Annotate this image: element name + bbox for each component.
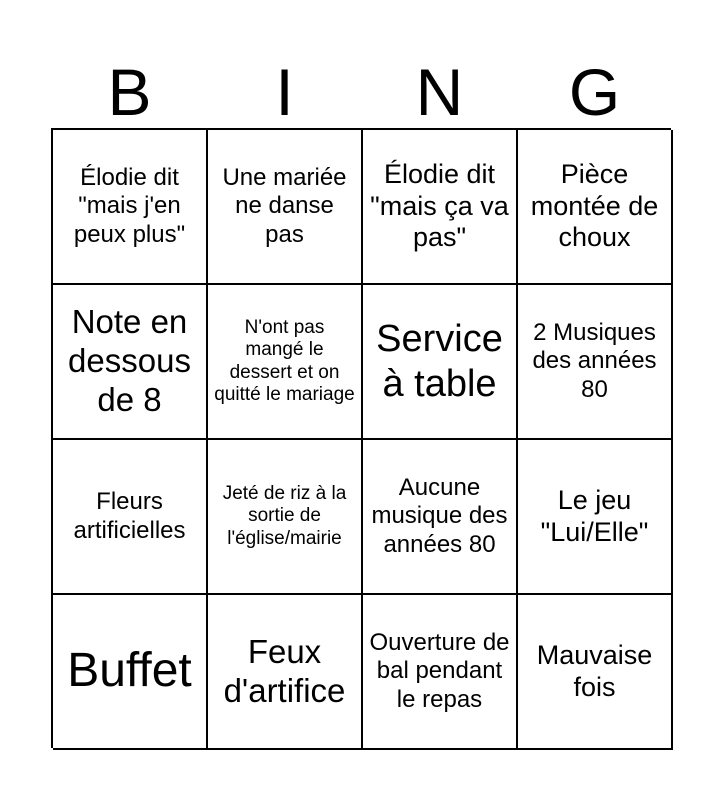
bingo-cell[interactable]: Buffet xyxy=(53,595,208,750)
bingo-cell[interactable]: 2 Musiques des années 80 xyxy=(518,285,673,440)
bingo-cell[interactable]: Service à table xyxy=(363,285,518,440)
header-letter-n: N xyxy=(415,55,464,129)
bingo-cell[interactable]: Jeté de riz à la sortie de l'église/mairie xyxy=(208,440,363,595)
bingo-cell[interactable]: N'ont pas mangé le dessert et on quitté le mariage xyxy=(208,285,363,440)
bingo-cell[interactable]: Une mariée ne danse pas xyxy=(208,130,363,285)
bingo-cell[interactable]: Ouverture de bal pendant le repas xyxy=(363,595,518,750)
bingo-cell[interactable]: Le jeu "Lui/Elle" xyxy=(518,440,673,595)
header-letter-g: G xyxy=(568,55,621,129)
header-letter-i: I xyxy=(275,55,294,129)
bingo-cell[interactable]: Aucune musique des années 80 xyxy=(363,440,518,595)
bingo-cell[interactable]: Élodie dit "mais j'en peux plus" xyxy=(53,130,208,285)
bingo-cell[interactable]: Feux d'artifice xyxy=(208,595,363,750)
bingo-cell[interactable]: Élodie dit "mais ça va pas" xyxy=(363,130,518,285)
bingo-grid xyxy=(51,128,671,748)
bingo-cell[interactable]: Mauvaise fois xyxy=(518,595,673,750)
bingo-cell[interactable]: Pièce montée de choux xyxy=(518,130,673,285)
header-letter-b: B xyxy=(107,55,152,129)
bingo-cell[interactable]: Note en dessous de 8 xyxy=(53,285,208,440)
bingo-cell[interactable]: Fleurs artificielles xyxy=(53,440,208,595)
bingo-header xyxy=(52,52,672,132)
